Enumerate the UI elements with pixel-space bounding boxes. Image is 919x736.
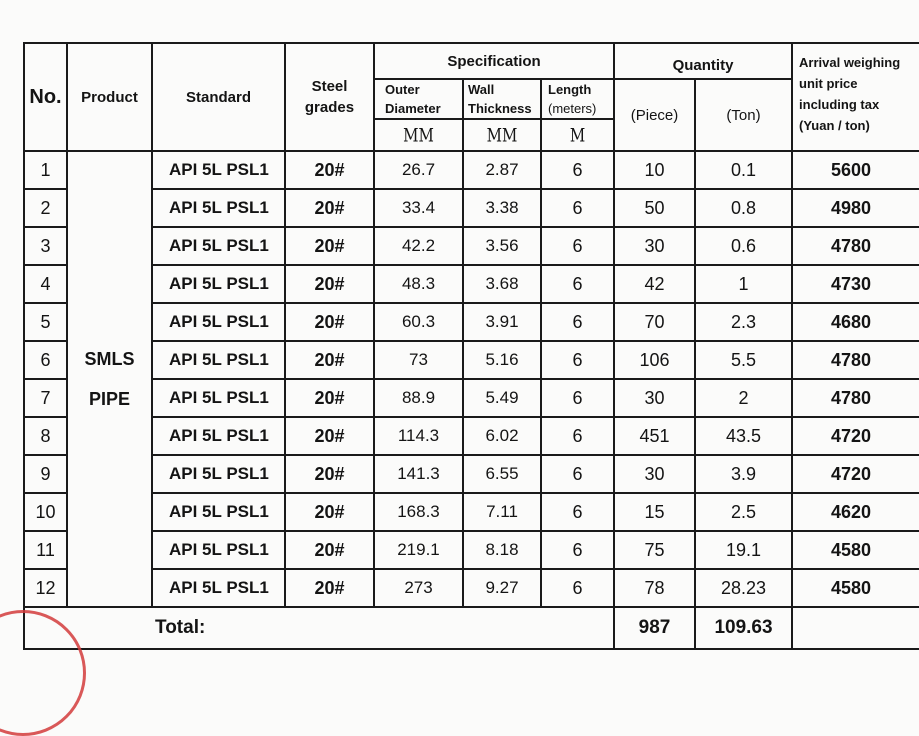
unit-mm-label: MM: [486, 123, 518, 146]
cell-no: 4: [24, 265, 67, 303]
header-steel-grades-line2: grades: [304, 99, 355, 116]
cell-wall-thickness: 2.87: [463, 151, 541, 189]
cell-wall-thickness: 9.27: [463, 569, 541, 607]
cell-length: 6: [541, 303, 614, 341]
cell-no: 11: [24, 531, 67, 569]
cell-standard: API 5L PSL1: [152, 227, 285, 265]
header-outer-diameter: [374, 79, 463, 119]
cell-wall-thickness: 8.18: [463, 531, 541, 569]
cell-length: 6: [541, 531, 614, 569]
cell-pieces: 15: [614, 493, 695, 531]
cell-pieces: 30: [614, 455, 695, 493]
cell-no: 8: [24, 417, 67, 455]
table-row: [24, 493, 919, 531]
cell-standard: API 5L PSL1: [152, 265, 285, 303]
cell-standard: API 5L PSL1: [152, 455, 285, 493]
cell-outer-diameter: 114.3: [374, 417, 463, 455]
cell-unit-price: 4720: [792, 455, 919, 493]
cell-wall-thickness: 3.56: [463, 227, 541, 265]
table-row: [24, 417, 919, 455]
cell-no: 10: [24, 493, 67, 531]
header-specification: Specification: [374, 43, 614, 79]
header-product: Product: [67, 43, 152, 151]
cell-wall-thickness: 3.68: [463, 265, 541, 303]
table-row: [24, 341, 919, 379]
cell-wall-thickness: 7.11: [463, 493, 541, 531]
header-wall-thickness: [463, 79, 541, 119]
cell-pieces: 106: [614, 341, 695, 379]
cell-outer-diameter: 33.4: [374, 189, 463, 227]
cell-standard: API 5L PSL1: [152, 493, 285, 531]
cell-standard: API 5L PSL1: [152, 569, 285, 607]
cell-outer-diameter: 48.3: [374, 265, 463, 303]
cell-unit-price: 5600: [792, 151, 919, 189]
header-ton: (Ton): [695, 79, 792, 151]
cell-length: 6: [541, 569, 614, 607]
table-row: [24, 379, 919, 417]
cell-unit-price: 4780: [792, 341, 919, 379]
header-standard: Standard: [152, 43, 285, 151]
cell-no: 12: [24, 569, 67, 607]
cell-no: 7: [24, 379, 67, 417]
cell-pieces: 42: [614, 265, 695, 303]
cell-pieces: 70: [614, 303, 695, 341]
cell-tons: 2.3: [695, 303, 792, 341]
header-no: No.: [24, 43, 67, 151]
cell-no: 5: [24, 303, 67, 341]
pipe-quote-table: [23, 42, 919, 650]
cell-tons: 5.5: [695, 341, 792, 379]
unit-mm-label: MM: [403, 123, 434, 146]
cell-steel-grade: 20#: [285, 379, 374, 417]
header-row-1: [24, 43, 919, 79]
product-line1: SMLS: [84, 349, 135, 369]
unit-length: [541, 119, 614, 151]
cell-wall-thickness: 5.49: [463, 379, 541, 417]
cell-wall-thickness: 6.02: [463, 417, 541, 455]
cell-length: 6: [541, 379, 614, 417]
header-price-line2: unit price: [799, 76, 858, 91]
cell-unit-price: 4720: [792, 417, 919, 455]
cell-outer-diameter: 273: [374, 569, 463, 607]
cell-no: 3: [24, 227, 67, 265]
cell-length: 6: [541, 493, 614, 531]
cell-outer-diameter: 42.2: [374, 227, 463, 265]
cell-unit-price: 4980: [792, 189, 919, 227]
cell-length: 6: [541, 341, 614, 379]
header-steel-grades-line1: Steel: [311, 78, 348, 95]
cell-pieces: 30: [614, 227, 695, 265]
cell-outer-diameter: 73: [374, 341, 463, 379]
table-row: [24, 569, 919, 607]
unit-wall-thickness: [463, 119, 541, 151]
header-length: [541, 79, 614, 119]
header-length-line2: (meters): [548, 101, 597, 116]
cell-standard: API 5L PSL1: [152, 531, 285, 569]
product-line2: PIPE: [88, 389, 131, 409]
cell-steel-grade: 20#: [285, 265, 374, 303]
cell-pieces: 78: [614, 569, 695, 607]
cell-unit-price: 4580: [792, 569, 919, 607]
cell-no: 6: [24, 341, 67, 379]
cell-unit-price: 4620: [792, 493, 919, 531]
cell-wall-thickness: 6.55: [463, 455, 541, 493]
table-body: [24, 151, 919, 607]
cell-tons: 2.5: [695, 493, 792, 531]
table-row: [24, 151, 919, 189]
cell-steel-grade: 20#: [285, 531, 374, 569]
cell-standard: API 5L PSL1: [152, 417, 285, 455]
header-price-line4: (Yuan / ton): [799, 118, 870, 133]
total-tons: 109.63: [695, 607, 792, 649]
cell-standard: API 5L PSL1: [152, 341, 285, 379]
cell-unit-price: 4580: [792, 531, 919, 569]
unit-outer-diameter: [374, 119, 463, 151]
header-wall-thickness-line1: Wall: [468, 82, 495, 97]
cell-standard: API 5L PSL1: [152, 151, 285, 189]
cell-wall-thickness: 5.16: [463, 341, 541, 379]
cell-unit-price: 4780: [792, 379, 919, 417]
cell-outer-diameter: 168.3: [374, 493, 463, 531]
header-quantity: Quantity: [614, 43, 792, 79]
cell-wall-thickness: 3.91: [463, 303, 541, 341]
header-price-line3: including tax: [799, 97, 880, 112]
cell-length: 6: [541, 151, 614, 189]
cell-no: 1: [24, 151, 67, 189]
total-row: [24, 607, 919, 649]
table-row: [24, 455, 919, 493]
cell-outer-diameter: 141.3: [374, 455, 463, 493]
cell-standard: API 5L PSL1: [152, 379, 285, 417]
total-price-empty: [792, 607, 919, 649]
cell-steel-grade: 20#: [285, 341, 374, 379]
cell-pieces: 50: [614, 189, 695, 227]
cell-steel-grade: 20#: [285, 417, 374, 455]
cell-pieces: 30: [614, 379, 695, 417]
cell-product: [67, 151, 152, 607]
cell-length: 6: [541, 455, 614, 493]
cell-tons: 19.1: [695, 531, 792, 569]
table-row: [24, 303, 919, 341]
cell-unit-price: 4680: [792, 303, 919, 341]
cell-pieces: 75: [614, 531, 695, 569]
table-row: [24, 189, 919, 227]
header-outer-diameter-line2: Diameter: [385, 101, 441, 116]
cell-outer-diameter: 26.7: [374, 151, 463, 189]
header-price: [792, 43, 919, 151]
header-wall-thickness-line2: Thickness: [468, 101, 532, 116]
cell-wall-thickness: 3.38: [463, 189, 541, 227]
cell-steel-grade: 20#: [285, 493, 374, 531]
cell-tons: 0.8: [695, 189, 792, 227]
cell-outer-diameter: 88.9: [374, 379, 463, 417]
table-row: [24, 227, 919, 265]
cell-standard: API 5L PSL1: [152, 189, 285, 227]
cell-outer-diameter: 219.1: [374, 531, 463, 569]
table-row: [24, 531, 919, 569]
header-length-line1: Length: [548, 82, 592, 97]
header-price-line1: Arrival weighing: [799, 55, 901, 70]
cell-tons: 1: [695, 265, 792, 303]
cell-tons: 28.23: [695, 569, 792, 607]
cell-no: 2: [24, 189, 67, 227]
cell-tons: 0.6: [695, 227, 792, 265]
cell-unit-price: 4780: [792, 227, 919, 265]
cell-steel-grade: 20#: [285, 189, 374, 227]
cell-tons: 43.5: [695, 417, 792, 455]
cell-tons: 3.9: [695, 455, 792, 493]
unit-m-label: M: [569, 123, 586, 146]
cell-steel-grade: 20#: [285, 151, 374, 189]
cell-outer-diameter: 60.3: [374, 303, 463, 341]
cell-length: 6: [541, 265, 614, 303]
header-outer-diameter-line1: Outer: [385, 82, 420, 97]
cell-length: 6: [541, 417, 614, 455]
total-label: Total:: [24, 607, 614, 649]
table-row: [24, 265, 919, 303]
cell-steel-grade: 20#: [285, 455, 374, 493]
cell-tons: 0.1: [695, 151, 792, 189]
cell-unit-price: 4730: [792, 265, 919, 303]
header-steel-grades: [285, 43, 374, 151]
cell-no: 9: [24, 455, 67, 493]
cell-steel-grade: 20#: [285, 227, 374, 265]
cell-length: 6: [541, 189, 614, 227]
cell-steel-grade: 20#: [285, 303, 374, 341]
total-pieces: 987: [614, 607, 695, 649]
cell-length: 6: [541, 227, 614, 265]
cell-pieces: 451: [614, 417, 695, 455]
cell-steel-grade: 20#: [285, 569, 374, 607]
price-sheet: [23, 42, 919, 650]
cell-standard: API 5L PSL1: [152, 303, 285, 341]
cell-pieces: 10: [614, 151, 695, 189]
header-piece: (Piece): [614, 79, 695, 151]
cell-tons: 2: [695, 379, 792, 417]
